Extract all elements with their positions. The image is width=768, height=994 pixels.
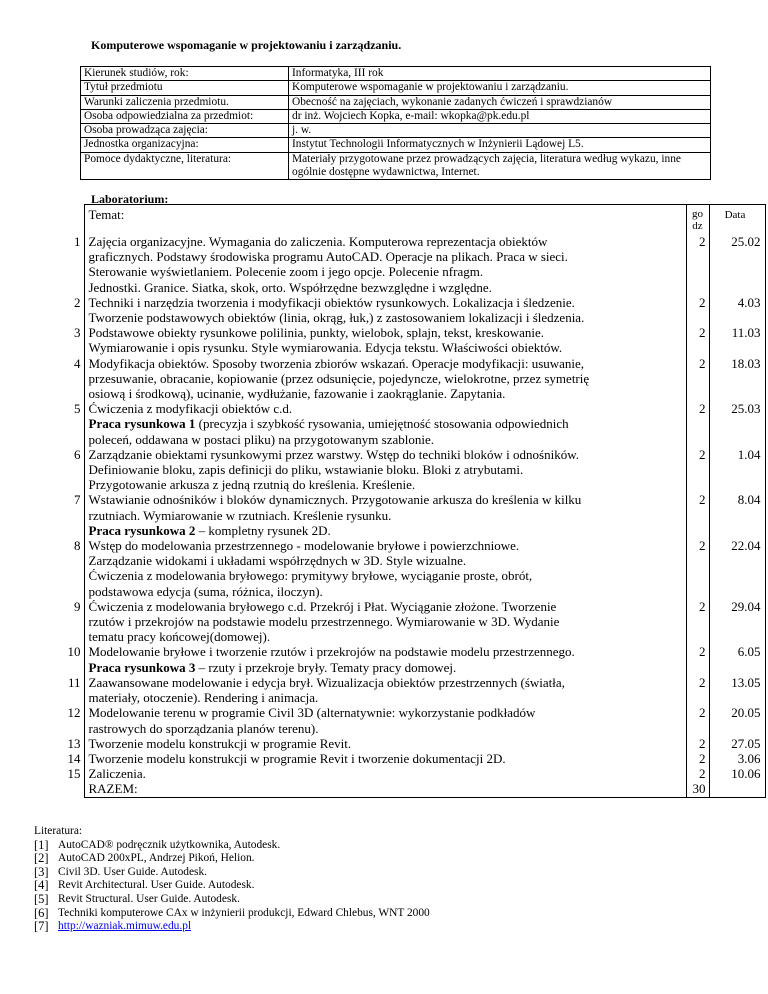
lab-schedule-table — [22, 204, 766, 798]
lab-row-hours: 2 — [686, 447, 709, 493]
topic-line: Zarządzanie widokami i układami współrzędnych w 3D. Style wizualne. — [88, 553, 467, 569]
lab-row-hours: 2 — [686, 766, 709, 781]
lab-heading: Laboratorium: — [91, 192, 169, 206]
info-row — [81, 109, 711, 123]
info-value: Informatyka, III rok — [289, 67, 711, 81]
lab-row-hours: 2 — [686, 705, 709, 735]
topic-line: Techniki i narzędzia tworzenia i modyfikacji obiektów rysunkowych. Lokalizacja i śledzenie. — [88, 294, 575, 310]
total-label: RAZEM: — [84, 781, 686, 797]
lab-row-date: 22.04 — [709, 538, 765, 599]
lab-row-topic — [84, 705, 686, 735]
info-row — [81, 67, 711, 81]
lab-row-topic — [84, 447, 686, 493]
lab-row-date: 10.06 — [709, 766, 765, 781]
info-row — [81, 152, 711, 180]
lab-row — [22, 325, 765, 355]
literature-text: Techniki komputerowe CAx w inżynierii produkcji, Edward Chlebus, WNT 2000 — [58, 906, 430, 919]
lab-row-topic — [84, 675, 686, 705]
topic-header: Temat: — [84, 205, 686, 235]
page-title: Komputerowe wspomaganie w projektowaniu i zarządzaniu. — [91, 38, 402, 52]
info-value: Komputerowe wspomaganie w projektowaniu i zarządzaniu. — [289, 81, 711, 95]
topic-line: Przygotowanie arkusza z jedną rzutnią do kreślenia. Kreślenie. — [88, 477, 416, 493]
topic-line: graficznych. Podstawy środowiska programu AutoCAD. Operacje na plikach. Praca w sieci. — [88, 249, 568, 265]
lab-row-topic — [84, 599, 686, 645]
literature-text: AutoCAD 200xPL, Andrzej Pikoń, Helion. — [58, 852, 255, 865]
lab-row — [22, 599, 765, 645]
lab-row — [22, 736, 765, 751]
lab-row — [22, 675, 765, 705]
literature-number: [5] — [34, 891, 49, 906]
topic-rest: (precyzja i szybkość rysowania, umiejętność stosowania odpowiednich — [195, 416, 569, 432]
lab-row — [22, 234, 765, 295]
lab-row — [22, 295, 765, 325]
topic-line: Ćwiczenia z modelowania bryłowego c.d. Przekrój i Płat. Wyciąganie złożone. Tworzenie — [88, 598, 557, 614]
lab-row-number: 4 — [22, 356, 84, 402]
topic-line: Jednostki. Granice. Siatka, skok, orto. Współrzędne bezwzględne i względne. — [88, 279, 492, 295]
lab-row-number: 5 — [22, 401, 84, 447]
lab-row-hours: 2 — [686, 751, 709, 766]
info-row — [81, 81, 711, 95]
info-value: dr inż. Wojciech Kopka, e-mail: wkopka@pk.edu.pl — [289, 109, 711, 123]
lab-row-number: 12 — [22, 705, 84, 735]
lab-row-date: 29.04 — [709, 599, 765, 645]
topic-line: rzutów i przekrojów na podstawie modelu przestrzennego. Wymiarowanie w 3D. Wydanie — [88, 614, 560, 630]
lab-header-row — [22, 205, 765, 235]
topic-line: Ćwiczenia z modelowania bryłowego: prymitywy bryłowe, wyciąganie proste, obrót, — [88, 568, 533, 584]
literature-list — [34, 839, 430, 934]
topic-line: Tworzenie modelu konstrukcji w programie Revit i tworzenie dokumentacji 2D. — [88, 750, 506, 766]
topic-bold: Praca rysunkowa 3 — [88, 659, 196, 675]
topic-line: Wstawianie odnośników i bloków dynamicznych. Przygotowanie arkusza do kreślenia w kilku — [88, 492, 582, 508]
topic-line: rastrowych do sporządzania planów terenu). — [88, 720, 319, 736]
topic-line: materiały, otoczenie). Rendering i animacja. — [88, 690, 319, 706]
literature-item — [34, 907, 430, 921]
info-value: j. w. — [289, 124, 711, 138]
lab-row-date: 6.05 — [709, 644, 765, 674]
lab-row — [22, 644, 765, 674]
topic-bold: Praca rysunkowa 1 — [88, 416, 196, 432]
lab-row-date: 18.03 — [709, 356, 765, 402]
lab-row-number: 2 — [22, 295, 84, 325]
literature-number: [2] — [34, 851, 49, 866]
topic-line: Sterowanie wyświetlaniem. Polecenie zoom i jego opcje. Polecenie nfragm. — [88, 264, 484, 280]
lab-row-hours: 2 — [686, 356, 709, 402]
lab-row-topic — [84, 766, 686, 781]
no-header — [22, 205, 84, 235]
lab-row-number: 14 — [22, 751, 84, 766]
literature-heading: Literatura: — [34, 825, 83, 837]
literature-number: [4] — [34, 878, 49, 893]
total-number-cell — [22, 781, 84, 797]
lab-total-row — [22, 781, 765, 797]
lab-row-number: 15 — [22, 766, 84, 781]
lab-row — [22, 705, 765, 735]
lab-row — [22, 751, 765, 766]
lab-row-hours: 2 — [686, 538, 709, 599]
topic-line — [89, 523, 682, 538]
hours-header: go dz — [686, 205, 709, 235]
topic-line: tematu pracy końcowej(domowej). — [88, 629, 271, 645]
topic-line: Tworzenie podstawowych obiektów (linia, okrąg, łuk,) z zastosowaniem lokalizacji i śledzenia. — [88, 310, 585, 326]
topic-rest: – rzuty i przekroje bryły. Tematy pracy domowej. — [195, 659, 457, 675]
lab-row-topic — [84, 751, 686, 766]
literature-item — [34, 852, 430, 866]
topic-line: Wymiarowanie i opis rysunku. Style wymiarowania. Edycja tekstu. Właściwości obiektów. — [88, 340, 563, 356]
topic-line: Modelowanie terenu w programie Civil 3D (alternatywnie: wykorzystanie podkładów — [88, 705, 536, 721]
topic-line: przesuwanie, obracanie, kopiowanie (przez odsunięcie, pojedyncze, wielokrotne, przez symetrię — [88, 370, 590, 386]
lab-row-number: 10 — [22, 644, 84, 674]
info-key: Warunki zaliczenia przedmiotu. — [81, 95, 289, 109]
topic-rest: – kompletny rysunek 2D. — [195, 522, 331, 538]
topic-line: Zaliczenia. — [88, 766, 146, 782]
lab-row-date: 20.05 — [709, 705, 765, 735]
total-date-cell — [709, 781, 765, 797]
literature-text: Revit Architectural. User Guide. Autodesk. — [58, 879, 255, 892]
literature-section — [34, 825, 430, 934]
literature-item — [34, 839, 430, 853]
lab-row-date: 27.05 — [709, 736, 765, 751]
lab-row-date: 25.02 — [709, 234, 765, 295]
topic-line: rzutniach. Wymiarowanie w rzutniach. Kreślenie rysunku. — [88, 507, 392, 523]
lab-row-date: 4.03 — [709, 295, 765, 325]
lab-row-number: 13 — [22, 736, 84, 751]
lab-row — [22, 766, 765, 781]
lab-row-number: 3 — [22, 325, 84, 355]
lab-row — [22, 538, 765, 599]
topic-line: Definiowanie bloku, zapis definicji do pliku, wstawianie bloku. Bloki z atrybutami. — [88, 462, 524, 478]
lab-row-topic — [84, 325, 686, 355]
literature-number: [6] — [34, 905, 49, 920]
info-row — [81, 95, 711, 109]
topic-line: podstawowa edycja (suma, różnica, iloczyn). — [88, 583, 323, 599]
topic-line: Zaawansowane modelowanie i edycja brył. Wizualizacja obiektów przestrzennych (światła, — [88, 674, 565, 690]
info-key: Kierunek studiów, rok: — [81, 67, 289, 81]
total-hours: 30 — [686, 781, 709, 797]
lab-row — [22, 401, 765, 447]
lab-row-hours: 2 — [686, 492, 709, 538]
lab-row-date: 13.05 — [709, 675, 765, 705]
topic-line: Modelowanie bryłowe i tworzenie rzutów i przekrojów na podstawie modelu przestrzennego. — [88, 644, 575, 660]
info-value: Obecność na zajęciach, wykonanie zadanych ćwiczeń i sprawdzianów — [289, 95, 711, 109]
info-key: Tytuł przedmiotu — [81, 81, 289, 95]
lab-row-hours: 2 — [686, 599, 709, 645]
topic-line: Modyfikacja obiektów. Sposoby tworzenia zbiorów wskazań. Operacje modyfikacji: usuwanie, — [88, 355, 585, 371]
lab-row-date: 1.04 — [709, 447, 765, 493]
lab-row-topic — [84, 736, 686, 751]
lab-row-number: 11 — [22, 675, 84, 705]
info-key: Osoba prowadząca zajęcia: — [81, 124, 289, 138]
literature-number: [3] — [34, 864, 49, 879]
course-info-table — [80, 66, 711, 180]
literature-number: [1] — [34, 837, 49, 852]
lab-row-hours: 2 — [686, 401, 709, 447]
lab-row-date: 3.06 — [709, 751, 765, 766]
info-row — [81, 138, 711, 152]
info-value: Instytut Technologii Informatycznych w Inżynierii Lądowej L5. — [289, 138, 711, 152]
lab-row-topic — [84, 401, 686, 447]
info-row — [81, 124, 711, 138]
literature-text: Revit Structural. User Guide. Autodesk. — [58, 892, 240, 905]
literature-link[interactable]: http://wazniak.mimuw.edu.pl — [58, 920, 192, 933]
lab-row-topic — [84, 492, 686, 538]
lab-row — [22, 492, 765, 538]
lab-row-hours: 2 — [686, 325, 709, 355]
topic-line: Zarządzanie obiektami rysunkowymi przez warstwy. Wstęp do techniki bloków i odnośników. — [88, 446, 580, 462]
lab-row-number: 7 — [22, 492, 84, 538]
lab-row-topic — [84, 644, 686, 674]
topic-line: Wstęp do modelowania przestrzennego - modelowanie bryłowe i powierzchniowe. — [88, 538, 520, 554]
info-key: Pomoce dydaktyczne, literatura: — [81, 152, 289, 180]
lab-row-hours: 2 — [686, 644, 709, 674]
literature-text: AutoCAD® podręcznik użytkownika, Autodesk. — [58, 838, 281, 851]
lab-row-date: 8.04 — [709, 492, 765, 538]
literature-text: Civil 3D. User Guide. Autodesk. — [58, 865, 208, 878]
topic-line — [89, 416, 682, 431]
lab-row — [22, 447, 765, 493]
topic-line: Ćwiczenia z modyfikacji obiektów c.d. — [88, 401, 293, 417]
lab-row-topic — [84, 295, 686, 325]
info-key: Osoba odpowiedzialna za przedmiot: — [81, 109, 289, 123]
topic-line: poleceń, oddawana w postaci pliku) na przygotowanym szablonie. — [88, 431, 434, 447]
literature-number: [7] — [34, 919, 49, 934]
lab-row-number: 6 — [22, 447, 84, 493]
info-key: Jednostka organizacyjna: — [81, 138, 289, 152]
lab-row-topic — [84, 234, 686, 295]
lab-row-hours: 2 — [686, 295, 709, 325]
literature-item — [34, 920, 430, 934]
topic-line: Tworzenie modelu konstrukcji w programie Revit. — [88, 735, 352, 751]
literature-item — [34, 893, 430, 907]
topic-line: osiową i środkową), ucinanie, wydłużanie, fazowanie i zaokrąglanie. Zapytania. — [88, 386, 506, 402]
literature-item — [34, 879, 430, 893]
lab-row-date: 25.03 — [709, 401, 765, 447]
lab-row-topic — [84, 356, 686, 402]
lab-row-hours: 2 — [686, 675, 709, 705]
date-header: Data — [709, 205, 765, 235]
topic-line: Podstawowe obiekty rysunkowe polilinia, punkty, wielobok, splajn, tekst, kreskowanie. — [88, 325, 545, 341]
lab-row-number: 9 — [22, 599, 84, 645]
lab-row — [22, 356, 765, 402]
info-value: Materiały przygotowane przez prowadzących zajęcia, literatura według wykazu, inne ogólnie dostępne wydawnictwa, Internet. — [289, 152, 711, 180]
topic-bold: Praca rysunkowa 2 — [88, 522, 196, 538]
lab-row-hours: 2 — [686, 736, 709, 751]
lab-row-topic — [84, 538, 686, 599]
literature-item — [34, 866, 430, 880]
lab-row-date: 11.03 — [709, 325, 765, 355]
lab-row-hours: 2 — [686, 234, 709, 295]
lab-row-number: 8 — [22, 538, 84, 599]
topic-line — [89, 660, 682, 675]
topic-line: Zajęcia organizacyjne. Wymagania do zaliczenia. Komputerowa reprezentacja obiektów — [88, 234, 548, 249]
lab-row-number: 1 — [22, 234, 84, 295]
